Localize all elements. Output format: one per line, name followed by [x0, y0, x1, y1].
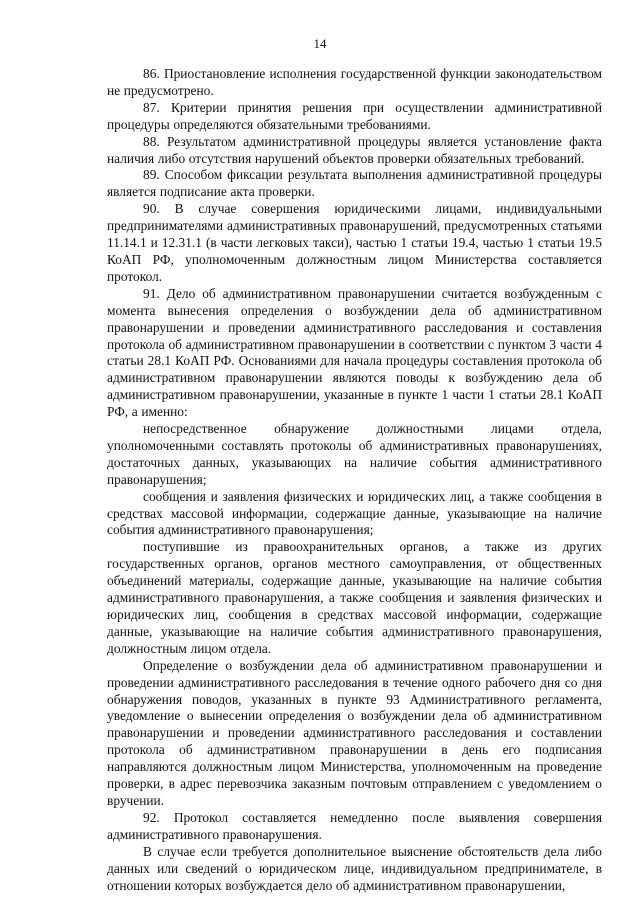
paragraph-88: 88. Результатом административной процедуры является установление факта наличия либо отсутствия нарушений объектов проверки обязательных требований. — [107, 133, 602, 166]
paragraph-90: 90. В случае совершения юридическими лицами, индивидуальными предпринимателями административных правонарушений, предусмотренных статьями 11.14.1 и 12.31.1 (в части легковых такси), частью 1 статьи 19.4, частью 1 статьи 19.5 КоАП РФ, уполномоченным должностным лицом Министерства составляется протокол. — [107, 201, 602, 284]
paragraph-86: 86. Приостановление исполнения государственной функции законодательством не предусмотрено. — [107, 66, 602, 98]
paragraph-92: 92. Протокол составляется немедленно после выявления совершения административного правонарушения. — [107, 809, 602, 842]
paragraph-91-list-item-3: поступившие из правоохранительных органов, а также из других государственных органов, органов местного самоуправления, от общественных объединений материалы, содержащие данные, указывающие на наличие события административного правонарушения, а также сообщения и заявления физических и юридических лиц, сообщения в средствах массовой информации, содержащие данные, указывающие на наличие события административного правонарушения, должностным лицом отдела. — [107, 539, 602, 656]
page-number: 14 — [313, 36, 327, 51]
paragraph-91-list-item-1: непосредственное обнаружение должностными лицами отдела, уполномоченными составлять протоколы об административных правонарушениях, достаточных данных, указывающих на наличие события административного правонарушения; — [107, 421, 602, 487]
paragraph-87: 87. Критерии принятия решения при осуществлении административной процедуры определяются обязательными требованиями. — [107, 99, 602, 132]
paragraph-additional-inquiry: В случае если требуется дополнительное выяснение обстоятельств дела либо данных или сведений о юридическом лице, индивидуальном предпринимателе, в отношении которых возбуждается дело об административном правонарушении, — [107, 843, 602, 893]
paragraph-91: 91. Дело об административном правонарушении считается возбужденным с момента вынесения определения о возбуждении дела об административном правонарушении и проведении административного расследования и составления протокола об административном правонарушении в соответствии с пунктом 3 части 4 статьи 28.1 КоАП РФ. Основаниями для начала процедуры составления протокола об административном правонарушении являются поводы к возбуждению дела об административном правонарушении, указанные в пункте 1 части 1 статьи 28.1 КоАП РФ, а именно: — [107, 285, 602, 420]
paragraph-determination: Определение о возбуждении дела об административном правонарушении и проведении административного расследования в течение одного рабочего дня со дня обнаружения поводов, указанных в пункте 93 Административного регламента, уведомление о вынесении определения о возбуждении дела об административном правонарушении и проведении административного расследования и составлении протокола об административном правонарушении в день его подписания направляются должностным лицом Министерства, уполномоченным на проведение проверки, в адрес перевозчика заказным почтовым отправлением с уведомлением о вручении. — [107, 657, 602, 808]
paragraph-91-list-item-2: сообщения и заявления физических и юридических лиц, а также сообщения в средствах массовой информации, содержащие данные, указывающие на наличие события административного правонарушения; — [107, 488, 602, 538]
document-body — [107, 66, 602, 894]
paragraph-89: 89. Способом фиксации результата выполнения административной процедуры является подписание акта проверки. — [107, 167, 602, 200]
